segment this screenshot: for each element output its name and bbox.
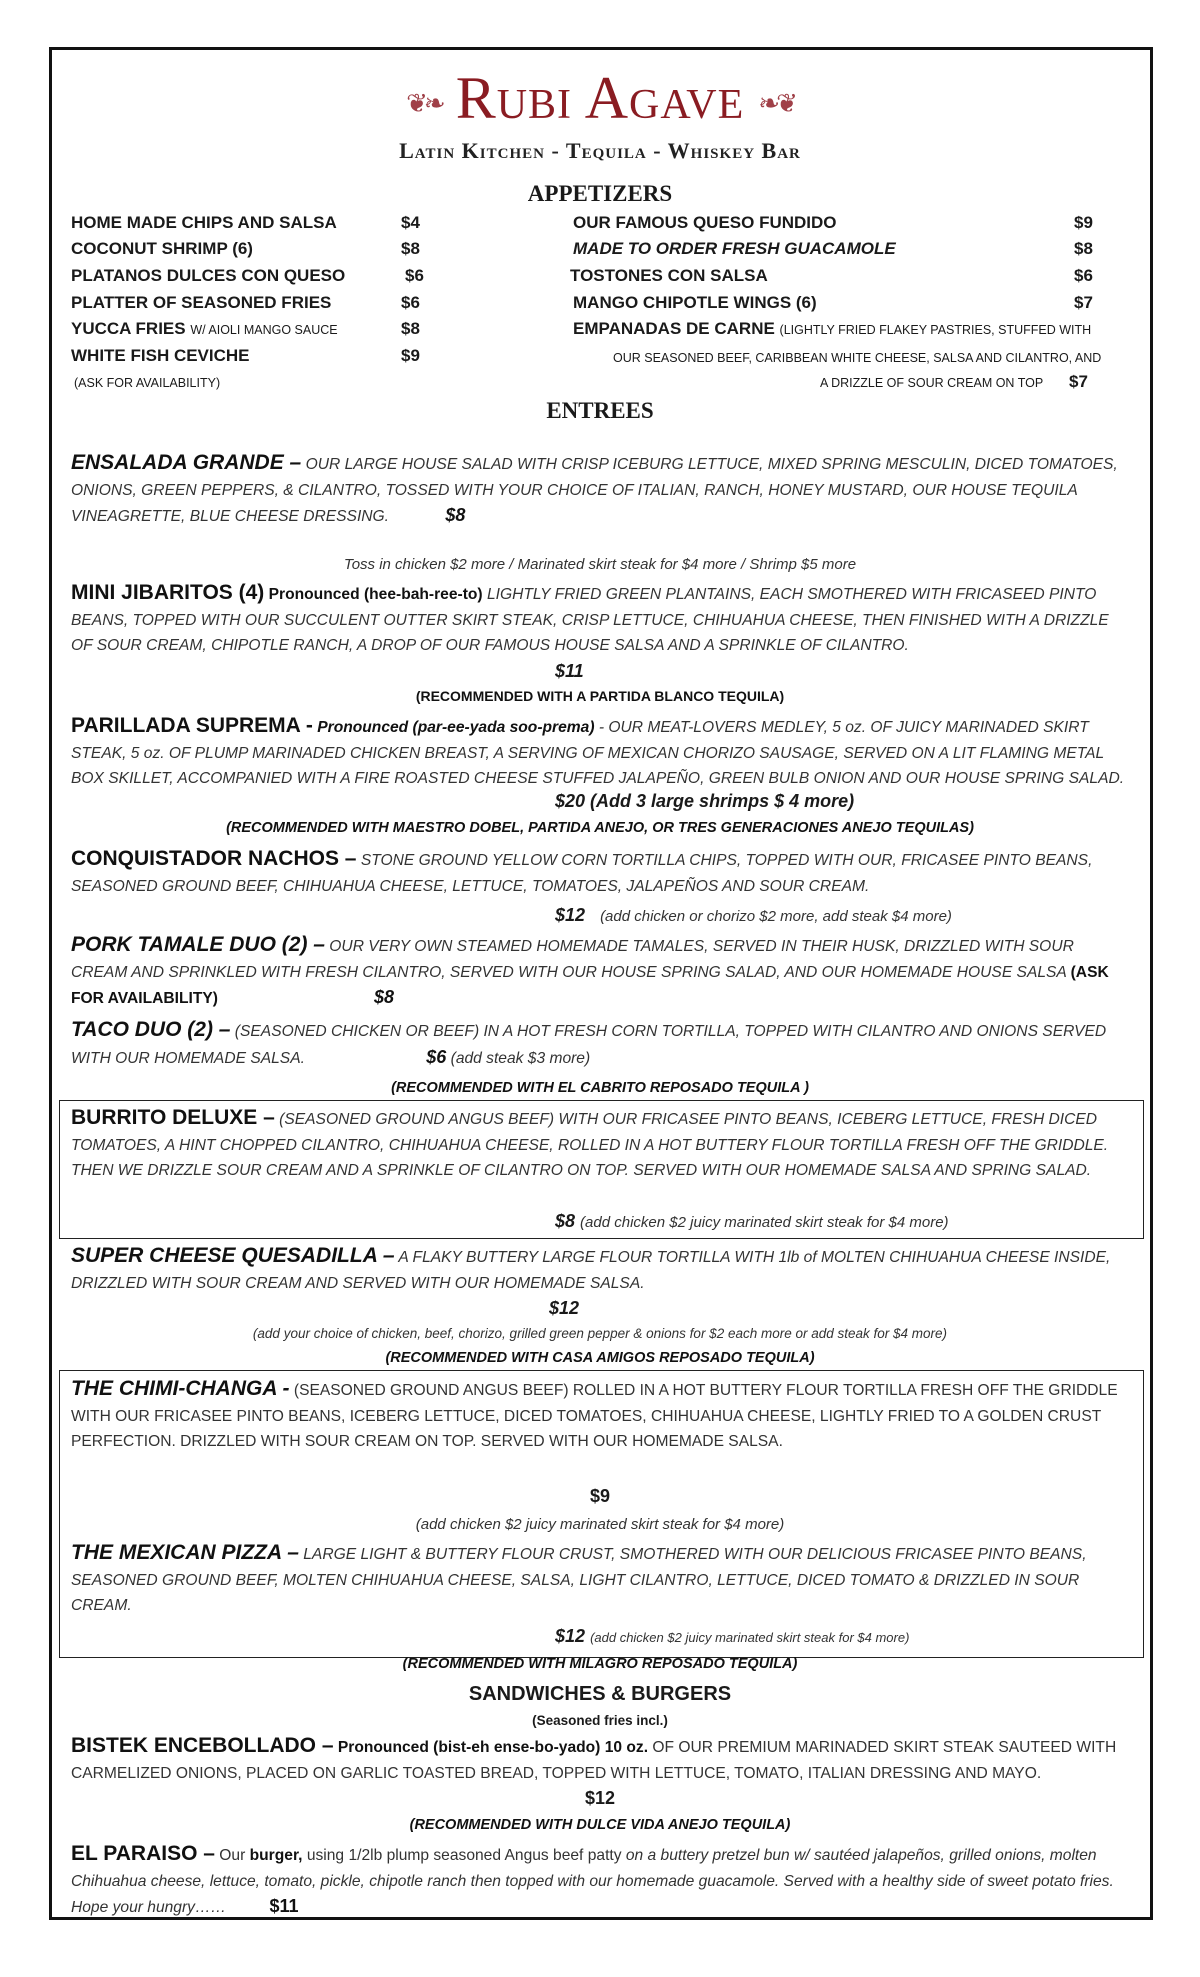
- appetizer-item-price: $7: [1074, 293, 1093, 312]
- appetizer-item-price: $8: [1074, 239, 1093, 258]
- chimichanga-addons: (add chicken $2 juicy marinated skirt steak for $4 more): [415, 1516, 785, 1533]
- appetizer-item-price: $6: [405, 266, 424, 285]
- jibaritos-price: $11: [555, 661, 584, 681]
- appetizer-item-name: OUR FAMOUS QUESO FUNDIDO: [573, 213, 837, 232]
- parillada-recommendation: (RECOMMENDED WITH MAESTRO DOBEL, PARTIDA ANEJO, OR TRES GENERACIONES ANEJO TEQUILAS): [226, 820, 974, 836]
- ensalada-addons: Toss in chicken $2 more / Marinated skirt steak for $4 more / Shrimp $5 more: [343, 556, 857, 573]
- bistek-price: $12: [584, 1788, 616, 1808]
- menu-item-mexican-pizza: THE MEXICAN PIZZA – LARGE LIGHT & BUTTERY FLOUR CRUST, SMOTHERED WITH OUR DELICIOUS FRICASEE PINTO BEANS, SEASONED GROUND BEEF, MOLTEN CHIHUAHUA CHEESE, SALSA, LIGHT CILANTRO, LETTUCE, DICED TOMATO & DRIZZLED IN SOUR CREAM.: [71, 1541, 1087, 1614]
- pizza-price-line: $12 (add chicken $2 juicy marinated skirt steak for $4 more): [555, 1626, 910, 1646]
- appetizer-item-price: $8: [401, 239, 420, 258]
- jibaritos-recommendation: (RECOMMENDED WITH A PARTIDA BLANCO TEQUILA): [415, 688, 785, 704]
- quesadilla-price: $12: [549, 1298, 580, 1318]
- burrito-price-line: $8 (add chicken $2 juicy marinated skirt steak for $4 more): [555, 1211, 949, 1231]
- nachos-price-line: $12 (add chicken or chorizo $2 more, add steak $4 more): [555, 905, 952, 925]
- quesadilla-addons: (add your choice of chicken, beef, chorizo, grilled green pepper & onions for $2 each more or add steak for $4 more): [252, 1326, 948, 1341]
- appetizer-item-price: $6: [1074, 266, 1093, 285]
- menu-item-taco-duo: TACO DUO (2) – (SEASONED CHICKEN OR BEEF) IN A HOT FRESH CORN TORTILLA, TOPPED WITH CILANTRO AND ONIONS SERVED WITH OUR HOMEMADE SALSA. $6 (add steak $3 more): [71, 1018, 1107, 1067]
- restaurant-name: Rubi Agave: [455, 65, 745, 131]
- ornament-left-icon: ❦❧: [406, 89, 442, 119]
- appetizer-item-name: YUCCA FRIES W/ AIOLI MANGO SAUCE: [71, 319, 338, 338]
- appetizer-item-name: MADE TO ORDER FRESH GUACAMOLE: [573, 239, 896, 258]
- empanadas-item: EMPANADAS DE CARNE (LIGHTLY FRIED FLAKEY PASTRIES, STUFFED WITH: [573, 319, 1092, 338]
- appetizer-item-price: $9: [401, 346, 420, 365]
- appetizer-item-name: PLATANOS DULCES CON QUESO: [71, 266, 346, 285]
- appetizer-item-name: WHITE FISH CEVICHE: [71, 346, 250, 365]
- taco-recommendation: (RECOMMENDED WITH EL CABRITO REPOSADO TEQUILA ): [391, 1080, 809, 1096]
- menu-item-conquistador-nachos: CONQUISTADOR NACHOS – STONE GROUND YELLOW CORN TORTILLA CHIPS, TOPPED WITH OUR, FRICASEE PINTO BEANS, SEASONED GROUND BEEF, CHIHUAHUA CHEESE, LETTUCE, TOMATOES, JALAPEÑOS AND SOUR CREAM.: [71, 847, 1093, 895]
- appetizer-item-name: TOSTONES CON SALSA: [570, 266, 768, 285]
- appetizer-item-price: $9: [1074, 213, 1093, 232]
- ceviche-availability-note: (ASK FOR AVAILABILITY): [74, 376, 221, 390]
- quesadilla-recommendation: (RECOMMENDED WITH CASA AMIGOS REPOSADO TEQUILA): [385, 1350, 815, 1366]
- appetizer-item-price: $6: [401, 293, 420, 312]
- appetizer-item-price: $8: [401, 319, 420, 338]
- restaurant-tagline: Latin Kitchen - Tequila - Whiskey Bar: [399, 138, 801, 164]
- menu-item-ensalada-grande: ENSALADA GRANDE – OUR LARGE HOUSE SALAD WITH CRISP ICEBURG LETTUCE, MIXED SPRING MESCULIN, DICED TOMATOES, ONIONS, GREEN PEPPERS, & CILANTRO, TOSSED WITH YOUR CHOICE OF ITALIAN, RANCH, HONEY MUSTARD, OUR HOUSE TEQUILA VINEAGRETTE, BLUE CHEESE DRESSING. $8: [71, 451, 1118, 525]
- appetizer-item-price: $4: [401, 213, 420, 232]
- menu-item-super-cheese-quesadilla: SUPER CHEESE QUESADILLA – A FLAKY BUTTERY LARGE FLOUR TORTILLA WITH 1lb of MOLTEN CHIHUAHUA CHEESE INSIDE, DRIZZLED WITH SOUR CREAM AND SERVED WITH OUR HOMEMADE SALSA.: [71, 1244, 1111, 1292]
- chimichanga-price: $9: [589, 1486, 611, 1506]
- appetizers-heading: APPETIZERS: [527, 181, 673, 206]
- menu-item-chimi-changa: THE CHIMI-CHANGA - (SEASONED GROUND ANGUS BEEF) ROLLED IN A HOT BUTTERY FLOUR TORTILLA FRESH OFF THE GRIDDLE WITH OUR FRICASEE PINTO BEANS, ICEBERG LETTUCE, DICED TOMATOES, CHIHUAHUA CHEESE, LIGHTLY FRIED TO A GOLDEN CRUST PERFECTION. DRIZZLED WITH SOUR CREAM ON TOP. SERVED WITH OUR HOMEMADE SALSA.: [71, 1377, 1118, 1450]
- appetizer-item-name: MANGO CHIPOTLE WINGS (6): [573, 293, 817, 312]
- entrees-heading: ENTREES: [546, 398, 654, 423]
- empanadas-price: $7: [1069, 372, 1088, 391]
- appetizer-item-note: W/ AIOLI MANGO SAUCE: [190, 323, 338, 337]
- bistek-recommendation: (RECOMMENDED WITH DULCE VIDA ANEJO TEQUILA): [409, 1817, 791, 1833]
- appetizer-item-name: COCONUT SHRIMP (6): [71, 239, 253, 258]
- appetizer-item-name: PLATTER OF SEASONED FRIES: [71, 293, 332, 312]
- parillada-price: $20 (Add 3 large shrimps $ 4 more): [555, 791, 855, 811]
- empanadas-description: A DRIZZLE OF SOUR CREAM ON TOP: [820, 376, 1044, 390]
- menu-item-pork-tamale-duo: PORK TAMALE DUO (2) – OUR VERY OWN STEAMED HOMEMADE TAMALES, SERVED IN THEIR HUSK, DRIZZLED WITH SOUR CREAM AND SPRINKLED WITH FRESH CILANTRO, SERVED WITH OUR HOUSE SPRING SALAD, AND OUR HOMEMADE HOUSE SALSA (ASK FOR AVAILABILITY) $8: [71, 933, 1109, 1007]
- restaurant-logo: [0, 66, 1200, 164]
- menu-item-parillada-suprema: PARILLADA SUPREMA - Pronounced (par-ee-yada soo-prema) - OUR MEAT-LOVERS MEDLEY, 5 oz. OF JUICY MARINADED SKIRT STEAK, 5 oz. OF PLUMP MARINADED CHICKEN BREAST, A SERVING OF MEXICAN CHORIZO SAUSAGE, SERVED ON A LIT FLAMING METAL BOX SKILLET, ACCOMPANIED WITH A FIRE ROASTED CHEESE STUFFED JALAPEÑO, GREEN BULB ONION AND OUR HOUSE SPRING SALAD.: [71, 714, 1125, 787]
- sandwiches-subheading: (Seasoned fries incl.): [532, 1713, 668, 1728]
- empanadas-description: OUR SEASONED BEEF, CARIBBEAN WHITE CHEESE, SALSA AND CILANTRO, AND: [613, 351, 1102, 365]
- pizza-recommendation: (RECOMMENDED WITH MILAGRO REPOSADO TEQUILA): [402, 1656, 798, 1672]
- ornament-right-icon: ❧❦: [758, 89, 794, 119]
- menu-item-burrito-deluxe: BURRITO DELUXE – (SEASONED GROUND ANGUS BEEF) WITH OUR FRICASEE PINTO BEANS, ICEBERG LETTUCE, FRESH DICED TOMATOES, A HINT CHOPPED CILANTRO, CHIHUAHUA CHEESE, ROLLED IN A HOT BUTTERY FLOUR TORTILLA FRESH OFF THE GRIDDLE. THEN WE DRIZZLE SOUR CREAM AND A SPRINKLE OF CILANTRO ON TOP. SERVED WITH OUR HOMEMADE SALSA AND SPRING SALAD.: [71, 1106, 1109, 1179]
- sandwiches-heading: SANDWICHES & BURGERS: [468, 1683, 732, 1705]
- menu-item-bistek-encebollado: BISTEK ENCEBOLLADO – Pronounced (bist-eh ense-bo-yado) 10 oz. OF OUR PREMIUM MARINADED SKIRT STEAK SAUTEED WITH CARMELIZED ONIONS, PLACED ON GARLIC TOASTED BREAD, TOPPED WITH LETTUCE, TOMATO, ITALIAN DRESSING AND MAYO.: [71, 1734, 1117, 1782]
- appetizer-item-name: HOME MADE CHIPS AND SALSA: [71, 213, 337, 232]
- menu-item-el-paraiso: EL PARAISO – Our burger, using 1/2lb plump seasoned Angus beef patty on a buttery pretzel bun w/ sautéed jalapeños, grilled onions, molten Chihuahua cheese, lettuce, tomato, pickle, chipotle ranch then topped with our homemade guacamole. Served with a healthy side of sweet potato fries. Hope your hungry…… $11: [71, 1842, 1114, 1916]
- item-price: $8: [445, 505, 466, 525]
- menu-item-mini-jibaritos: MINI JIBARITOS (4) Pronounced (hee-bah-ree-to) LIGHTLY FRIED GREEN PLANTAINS, EACH SMOTHERED WITH FRICASEED PINTO BEANS, TOPPED WITH OUR SUCCULENT OUTTER SKIRT STEAK, CRISP LETTUCE, CHIHUAHUA CHEESE, THEN FINISHED WITH A DRIZZLE OF SOUR CREAM, CHIPOTLE RANCH, A DROP OF OUR FAMOUS HOUSE SALSA AND A SPRINKLE OF CILANTRO.: [71, 581, 1109, 654]
